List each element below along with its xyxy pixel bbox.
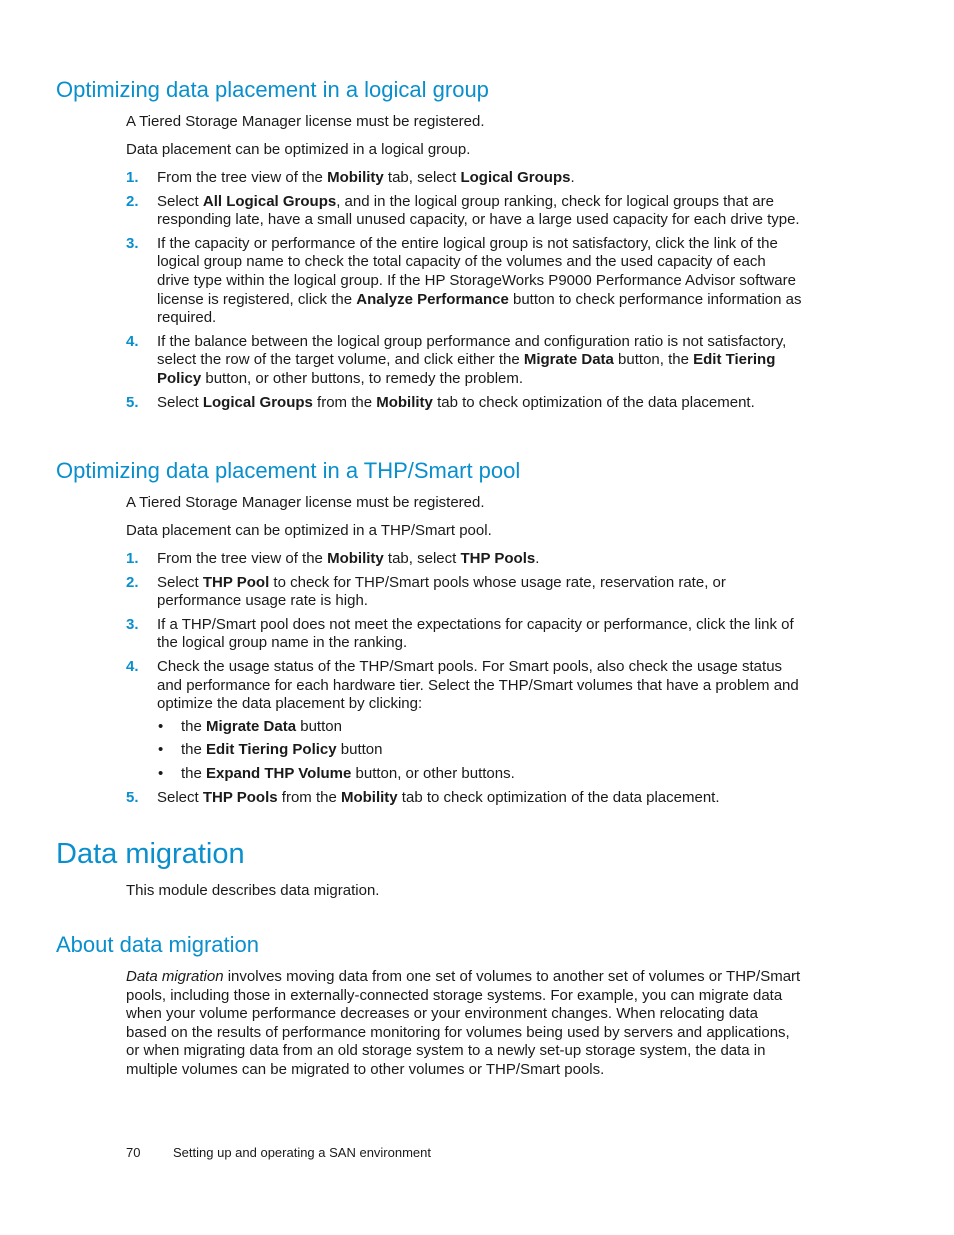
- bullet-item: • the Edit Tiering Policy button: [158, 741, 383, 759]
- step-item: [126, 333, 802, 389]
- step-item: [126, 169, 802, 188]
- page-number: 70: [126, 1145, 141, 1160]
- step-item: [126, 658, 802, 784]
- step-number: 2.: [126, 192, 139, 210]
- step-text: From the tree view of the Mobility tab, select Logical Groups.: [157, 169, 575, 186]
- ui-term: Mobility: [376, 393, 433, 411]
- step-text: Select All Logical Groups, and in the logical group ranking, check for logical groups that are responding late, have a small unused capacity, or have a large used capacity for each drive type.: [157, 192, 800, 229]
- ui-term: THP Pool: [202, 573, 270, 591]
- step-number: 3.: [126, 615, 139, 633]
- bullet-icon: •: [158, 717, 164, 735]
- step-item: [126, 235, 802, 328]
- step-text: Check the usage status of the THP/Smart pools. For Smart pools, also check the usage status and performance for each hardware tier. Select the THP/Smart volumes that have a problem and optimize the data placement by clicking:: [157, 657, 799, 713]
- step-item: [126, 394, 802, 413]
- section-heading-about-data-migration: About data migration: [56, 932, 260, 957]
- step-text: Select THP Pool to check for THP/Smart pools whose usage rate, reservation rate, or performance usage rate is high.: [157, 573, 726, 610]
- ui-term: Migrate Data: [206, 717, 297, 735]
- module-description: This module describes data migration.: [126, 882, 380, 899]
- step-text: Select Logical Groups from the Mobility tab to check optimization of the data placement.: [157, 393, 755, 411]
- ui-term: Mobility: [327, 169, 384, 186]
- ui-term: Mobility: [340, 788, 398, 806]
- step-item: [126, 616, 802, 653]
- chapter-heading-data-migration: Data migration: [56, 838, 245, 870]
- ui-term: All Logical Groups: [202, 192, 337, 210]
- step-number: 3.: [126, 234, 139, 252]
- step-number: 2.: [126, 573, 139, 591]
- step-number: 1.: [126, 550, 139, 567]
- bullet-item: • the Expand THP Volume button, or other buttons.: [158, 764, 515, 782]
- ui-term: Logical Groups: [202, 393, 313, 411]
- ui-term: Migrate Data: [523, 351, 614, 369]
- step-item: [126, 574, 802, 611]
- ui-term: Mobility: [327, 550, 384, 567]
- ui-term: THP Pools: [202, 788, 278, 806]
- step-item: [126, 550, 802, 569]
- section-heading-logical-group: Optimizing data placement in a logical group: [56, 77, 489, 102]
- about-paragraph: Data migration involves moving data from one set of volumes to another set of volumes or THP/Smart pools, including those in externally-connected storage systems. For example, you can migrate data when your volume performance decreases or your environment changes. When relocating data based on the results of performance monitoring for volumes being used by servers and applications, or when migrating data from an old storage system to a newly set-up storage system, the data in multiple volumes can be migrated to other volumes or THP/Smart pools.: [126, 968, 801, 1078]
- step-number: 1.: [126, 169, 139, 186]
- term-emphasis: Data migration: [126, 968, 224, 985]
- button-options-list: [157, 718, 802, 784]
- intro-paragraph: Data placement can be optimized in a logical group.: [126, 141, 471, 158]
- step-number: 4.: [126, 332, 139, 350]
- step-number: 4.: [126, 657, 139, 675]
- ui-term: Expand THP Volume: [206, 764, 352, 782]
- step-text: From the tree view of the Mobility tab, select THP Pools.: [157, 550, 540, 567]
- bullet-icon: •: [158, 764, 164, 782]
- step-text: Select THP Pools from the Mobility tab to check optimization of the data placement.: [157, 788, 720, 806]
- step-text: If a THP/Smart pool does not meet the expectations for capacity or performance, click the link of the logical group name in the ranking.: [157, 615, 794, 652]
- step-item: [126, 789, 802, 808]
- step-item: [126, 193, 802, 230]
- intro-paragraph: Data placement can be optimized in a THP/Smart pool.: [126, 522, 492, 539]
- license-note: A Tiered Storage Manager license must be registered.: [126, 113, 485, 130]
- step-text: If the capacity or performance of the entire logical group is not satisfactory, click the link of the logical group name to check the total capacity of the volumes and the used capacity of each drive type within the logical group. If the HP StorageWorks P9000 Performance Advisor software license is registered, click the Analyze Performance button to check performance information as required.: [157, 234, 802, 327]
- step-number: 5.: [126, 788, 139, 806]
- footer-title: Setting up and operating a SAN environment: [173, 1145, 432, 1160]
- bullet-icon: •: [158, 741, 164, 759]
- license-note: A Tiered Storage Manager license must be registered.: [126, 494, 485, 511]
- bullet-item: • the Migrate Data button: [158, 717, 342, 735]
- ui-term: Edit Tiering Policy: [206, 741, 337, 759]
- ui-term: Edit Tiering Policy: [157, 351, 776, 387]
- page-footer: [126, 1145, 431, 1161]
- procedure-list-logical-group: [126, 169, 802, 417]
- ui-term: Analyze Performance: [356, 290, 509, 308]
- ui-term: Logical Groups: [460, 169, 571, 186]
- step-number: 5.: [126, 393, 139, 411]
- procedure-list-thp-pool: [126, 550, 802, 812]
- step-text: If the balance between the logical group performance and configuration ratio is not satisfactory, select the row of the target volume, and click either the Migrate Data button, the Edit Tiering Policy button, or other buttons, to remedy the problem.: [157, 332, 787, 387]
- section-heading-thp-smart-pool: Optimizing data placement in a THP/Smart pool: [56, 458, 521, 483]
- ui-term: THP Pools: [460, 550, 536, 567]
